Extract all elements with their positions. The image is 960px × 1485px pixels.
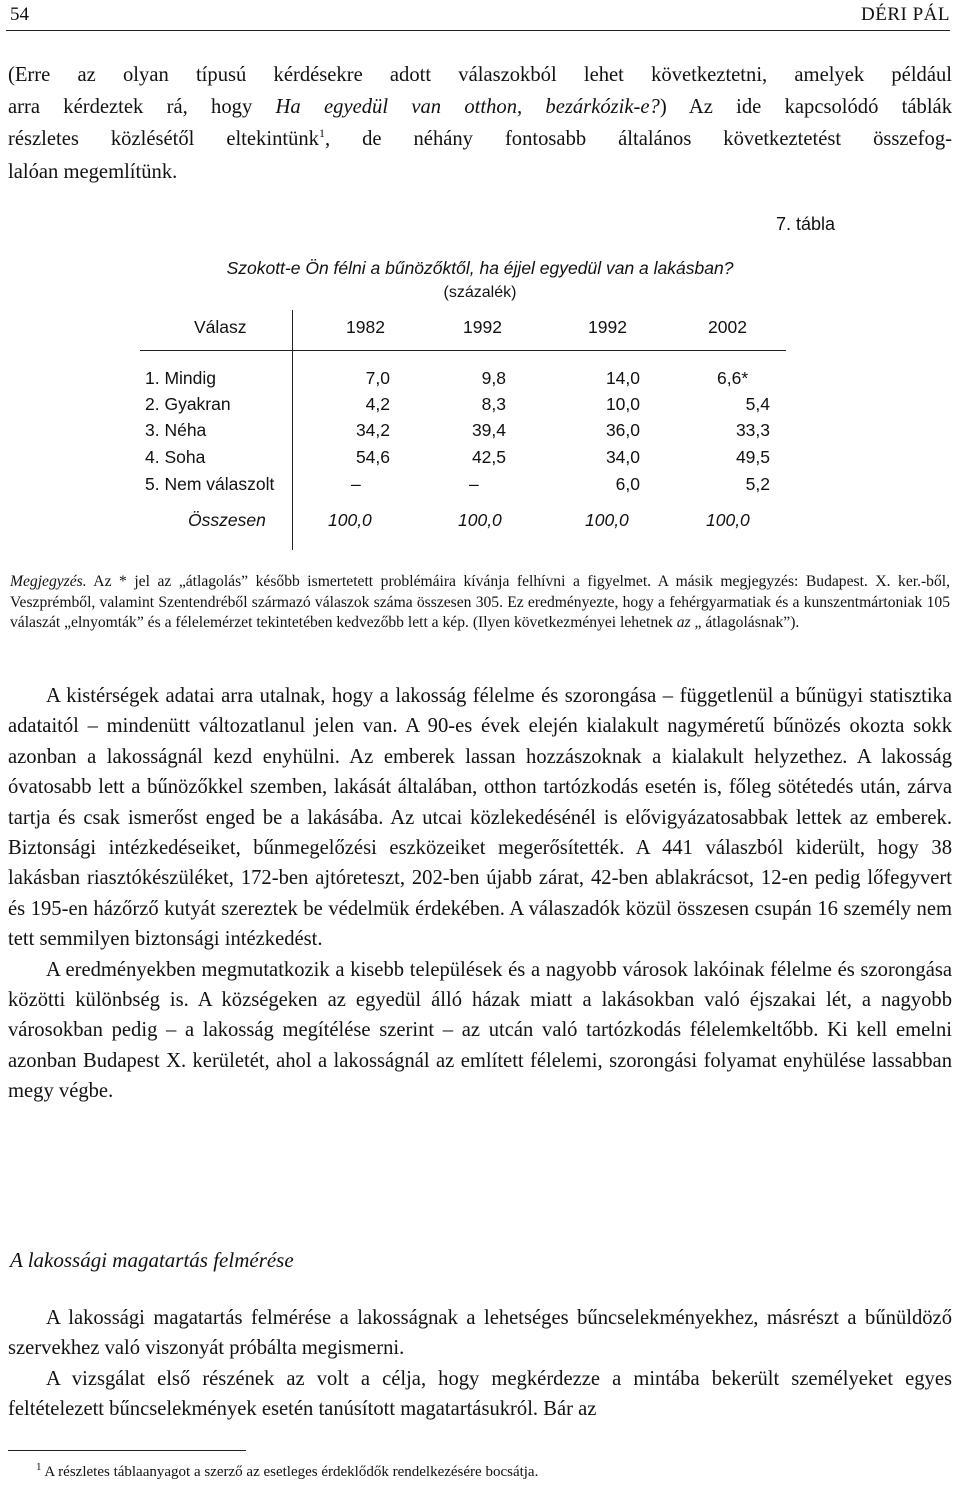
body-paragraph: A kistérségek adatai arra utalnak, hogy a lakosság félelme és szorongása – függetlenül a bűnügyi statisztika adataitól – mindenütt változatlanul jelen van. A 90-es évek elején kialakult nagyméretű bűnözés okozta sokk azonban a lakosságnál kezd enyhülni. Az emberek lassan hozzászoknak a kialakult helyzethez. A lakosság óvatosabb lett a bűnözőkkel szemben, lakását általában, otthon tartózkodás esetén is, főleg sötétedés után, zárva tartja és csak ismerőst enged be a lakásába. Az utcai közlekedésénél is elővigyázatosabbak lettek az emberek. Biztonsági intézkedéseiket, bűnmegelőzési eszközeiket megerősítették. A 441 válaszból kiderült, hogy 38 lakásban riasztókészüléket, 172-ben ajtóreteszt, 202-ben újabb zárat, 42-ben ablakrácsot, 12-en pedig lőfegyvert és 195-en házőrző kutyát szereztek be védelmük érdekében. A válaszadók közül összesen csupán 16 személy nem tett semmilyen biztonsági intézkedést. [8, 685, 952, 951]
footnote-mark: 1 [36, 1461, 42, 1473]
table-note: Megjegyzés. Az * jel az „átlagolás” később ismertetett problémáira kívánja felhívni a figyelmet. A másik megjegyzés: Budapest. X. ker.-ből, Veszprémből, valamint Szentendréből származó válaszok száma összesen 305. Ez eredményezte, hogy a fehérgyarmatiak és a kunszentmártoniak 105 válaszát „elnyomták” és a félelemérzet tekintetében kedvezőbb lett a kép. (Ilyen következményei lehetnek az „ átlagolásnak”). [10, 573, 950, 631]
running-author: DÉRI PÁL [861, 4, 950, 25]
cell: 49,5 [735, 447, 770, 467]
footnote: $^1$ A részletes táblaanyagot a szerző az esetleges érdeklődők rendelkezésére bocsátja. [36, 1461, 539, 1480]
page-header [6, 4, 950, 31]
body-section-2 [8, 1303, 952, 1425]
total-label: Összesen [188, 510, 266, 530]
intro-italic-question: Ha egyedül van otthon, bezárkózik-e? [275, 96, 660, 119]
row-label: 4. Soha [145, 447, 206, 467]
cell: 100,0 [706, 510, 750, 530]
cell: – [351, 474, 361, 494]
table-header-cell: 1992 [588, 317, 627, 337]
intro-line-3: részletes közlésétől eltekintünk$^1$, de néhány fontosabb általános következtetést összefog- [8, 126, 952, 151]
cell: 54,6 [355, 447, 390, 467]
intro-line-2: arra kérdeztek rá, hogy Ha egyedül van otthon, bezárkózik-e?) Az ide kapcsolódó táblák [8, 96, 952, 119]
table-subtitle: (százalék) [443, 284, 517, 301]
cell: 9,8 [481, 368, 506, 388]
cell: 34,2 [355, 420, 390, 440]
intro-line-1: (Erre az olyan típusú kérdésekre adott válaszokból lehet következtetni, amelyek például [8, 64, 952, 86]
table-header-cell: 2002 [708, 317, 747, 337]
cell: 5,4 [745, 394, 770, 414]
table-header-cell: 1982 [346, 317, 385, 337]
row-label: 2. Gyakran [145, 394, 231, 414]
cell: 5,2 [745, 474, 770, 494]
cell: – [469, 474, 479, 494]
footnote-rule [8, 1450, 246, 1451]
cell: 36,0 [605, 420, 640, 440]
table-title: Szokott-e Ön félni a bűnözőktől, ha éjjel egyedül van a lakásban? [226, 258, 734, 278]
cell: 10,0 [605, 394, 640, 414]
body-paragraph: A eredményekben megmutatkozik a kisebb települések és a nagyobb városok lakóinak félelme és szorongása közötti különbség is. A községeken az egyedül álló házak miatt a lakásokban való éjszakai lét, a nagyobb városokban pedig – a lakosság megítélése szerint – az utcán való tartózkodás félelemkeltőbb. Ki kell emelni azonban Budapest X. kerületét, ahol a lakosságnál az említett félelemi, szorongási folyamat enyhülése lassabban megy végbe. [8, 958, 952, 1103]
cell: 8,3 [481, 394, 506, 414]
cell: 14,0 [605, 368, 640, 388]
table-label: 7. tábla [776, 214, 836, 234]
cell: 4,2 [365, 394, 390, 414]
cell: 100,0 [585, 510, 629, 530]
intro-paragraph [8, 59, 952, 188]
row-label: 1. Mindig [145, 368, 217, 388]
cell: 39,4 [471, 420, 506, 440]
body-section-1 [8, 681, 952, 1107]
cell: 100,0 [328, 510, 372, 530]
intro-line-4: lalóan megemlítünk. [8, 160, 178, 183]
table-header-cell: Válasz [194, 317, 247, 337]
note-lead: Megjegyzés. [10, 573, 87, 590]
cell: 7,0 [365, 368, 390, 388]
footnote-ref: 1 [318, 126, 325, 141]
cell: 6,0 [615, 474, 640, 494]
cell: 33,3 [735, 420, 770, 440]
cell: 42,5 [471, 447, 506, 467]
body-paragraph: A vizsgálat első részének az volt a célja, hogy megkérdezze a mintába bekerült személyeket egyes feltételezett bűncselekmények esetén tanúsított magatartásukról. Bár az [8, 1367, 952, 1421]
section-heading: A lakossági magatartás felmérése [10, 1248, 294, 1272]
body-paragraph: A lakossági magatartás felmérése a lakosságnak a lehetséges bűncselekményekhez, másrészt a bűnüldöző szervekhez való viszonyát próbálta megismerni. [8, 1307, 952, 1360]
table-header-rule [140, 350, 786, 351]
row-label: 3. Néha [145, 420, 207, 440]
page-number: 54 [10, 4, 29, 25]
cell: 34,0 [605, 447, 640, 467]
cell: 6,6* [717, 368, 749, 388]
cell: 100,0 [458, 510, 502, 530]
row-label: 5. Nem válaszolt [145, 474, 275, 494]
table-vertical-rule [292, 310, 293, 550]
table-header-cell: 1992 [463, 317, 502, 337]
